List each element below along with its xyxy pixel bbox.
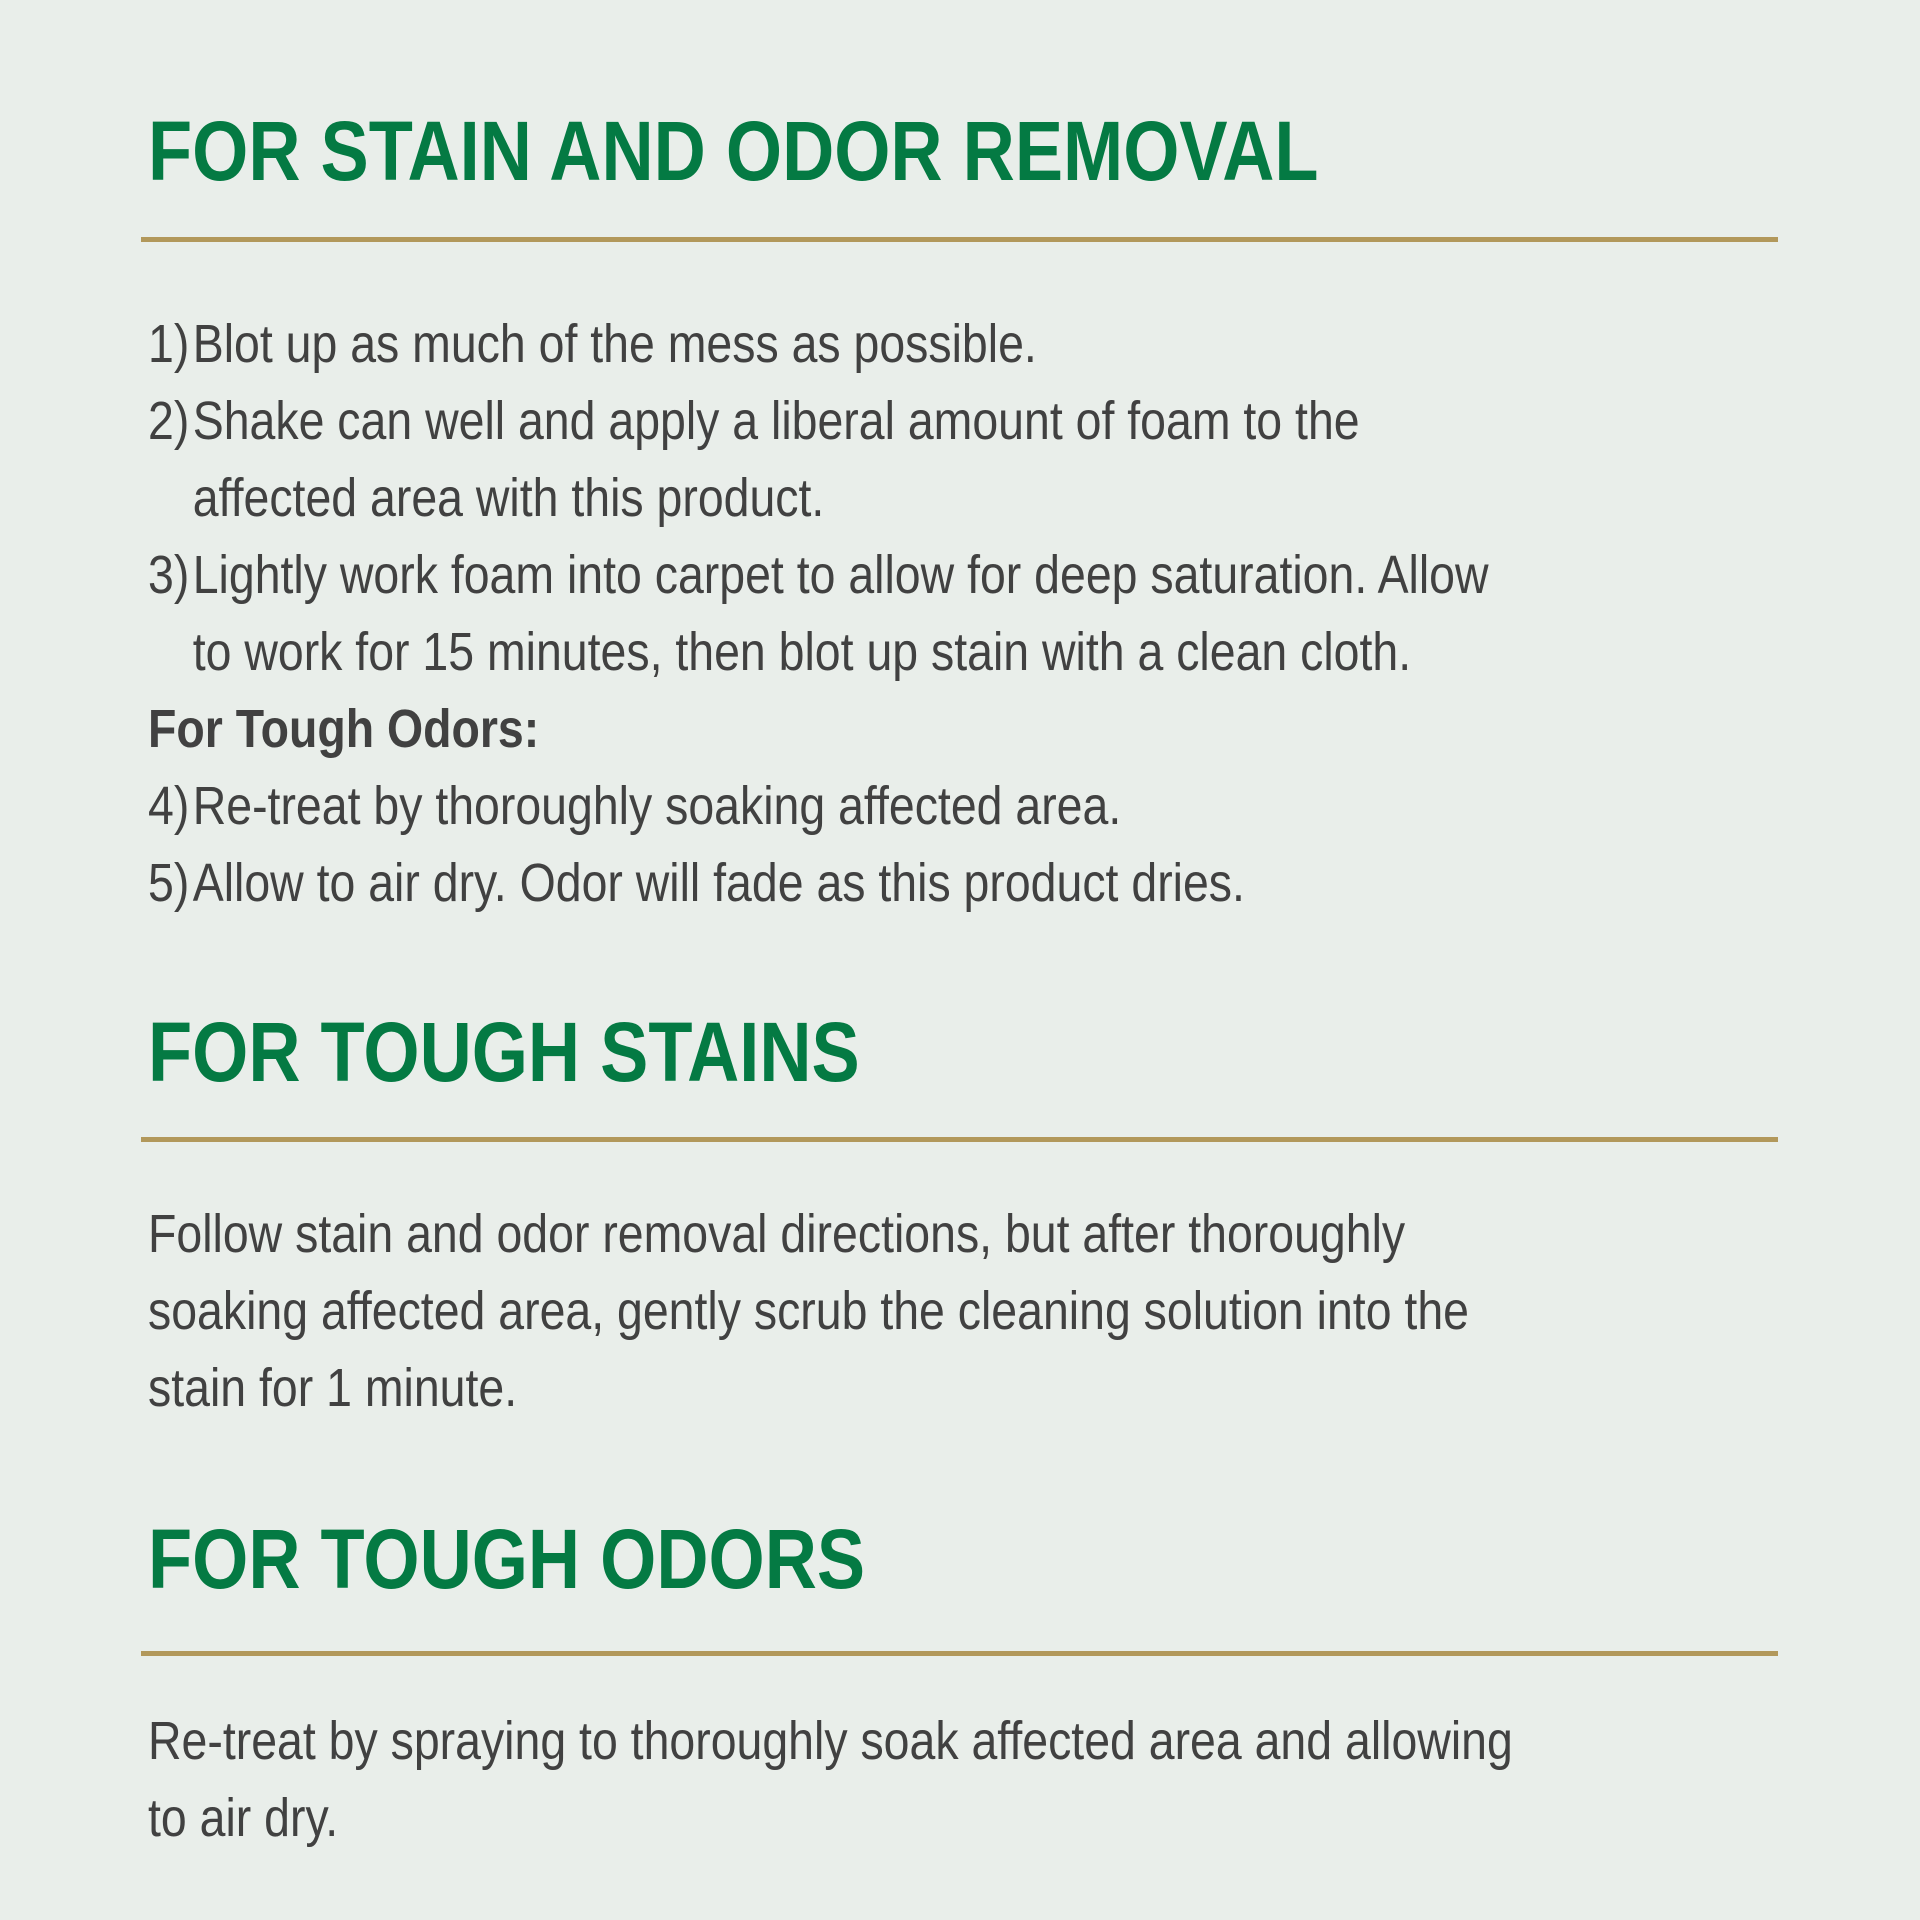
paragraph-line: Re-treat by spraying to thoroughly soak affected area and allowing	[148, 1711, 1513, 1771]
subheading-tough-odors: For Tough Odors:	[148, 699, 540, 759]
step-text: affected area with this product.	[192, 468, 825, 528]
stain-odor-steps	[148, 306, 1489, 922]
step-number: 4)	[148, 776, 190, 836]
step-text: Allow to air dry. Odor will fade as this product dries.	[192, 853, 1245, 913]
step-text: Shake can well and apply a liberal amount of foam to the	[192, 391, 1360, 451]
paragraph-line: stain for 1 minute.	[148, 1358, 518, 1418]
paragraph-line: Follow stain and odor removal directions, but after thoroughly	[148, 1204, 1406, 1264]
step-5	[148, 845, 1489, 922]
step-text: to work for 15 minutes, then blot up stain with a clean cloth.	[192, 622, 1412, 682]
section-divider	[141, 1137, 1778, 1142]
section-title-tough-odors: FOR TOUGH ODORS	[148, 1512, 866, 1606]
section-title-stain-odor-removal: FOR STAIN AND ODOR REMOVAL	[148, 104, 1319, 198]
section-title-tough-stains: FOR TOUGH STAINS	[148, 1005, 860, 1099]
step-1	[148, 306, 1489, 383]
step-text: Blot up as much of the mess as possible.	[192, 314, 1037, 374]
step-4	[148, 768, 1489, 845]
tough-odors-paragraph	[148, 1703, 1513, 1857]
paragraph-line: to air dry.	[148, 1788, 339, 1848]
step-number: 5)	[148, 853, 190, 913]
step-number: 2)	[148, 391, 190, 451]
step-number: 1)	[148, 314, 190, 374]
paragraph-line: soaking affected area, gently scrub the cleaning solution into the	[148, 1281, 1469, 1341]
step-2	[148, 383, 1489, 537]
step-number: 3)	[148, 545, 190, 605]
tough-stains-paragraph	[148, 1196, 1469, 1427]
step-3	[148, 537, 1489, 691]
section-divider	[141, 237, 1778, 242]
section-divider	[141, 1651, 1778, 1656]
step-text: Lightly work foam into carpet to allow for deep saturation. Allow	[192, 545, 1489, 605]
step-text: Re-treat by thoroughly soaking affected area.	[192, 776, 1122, 836]
